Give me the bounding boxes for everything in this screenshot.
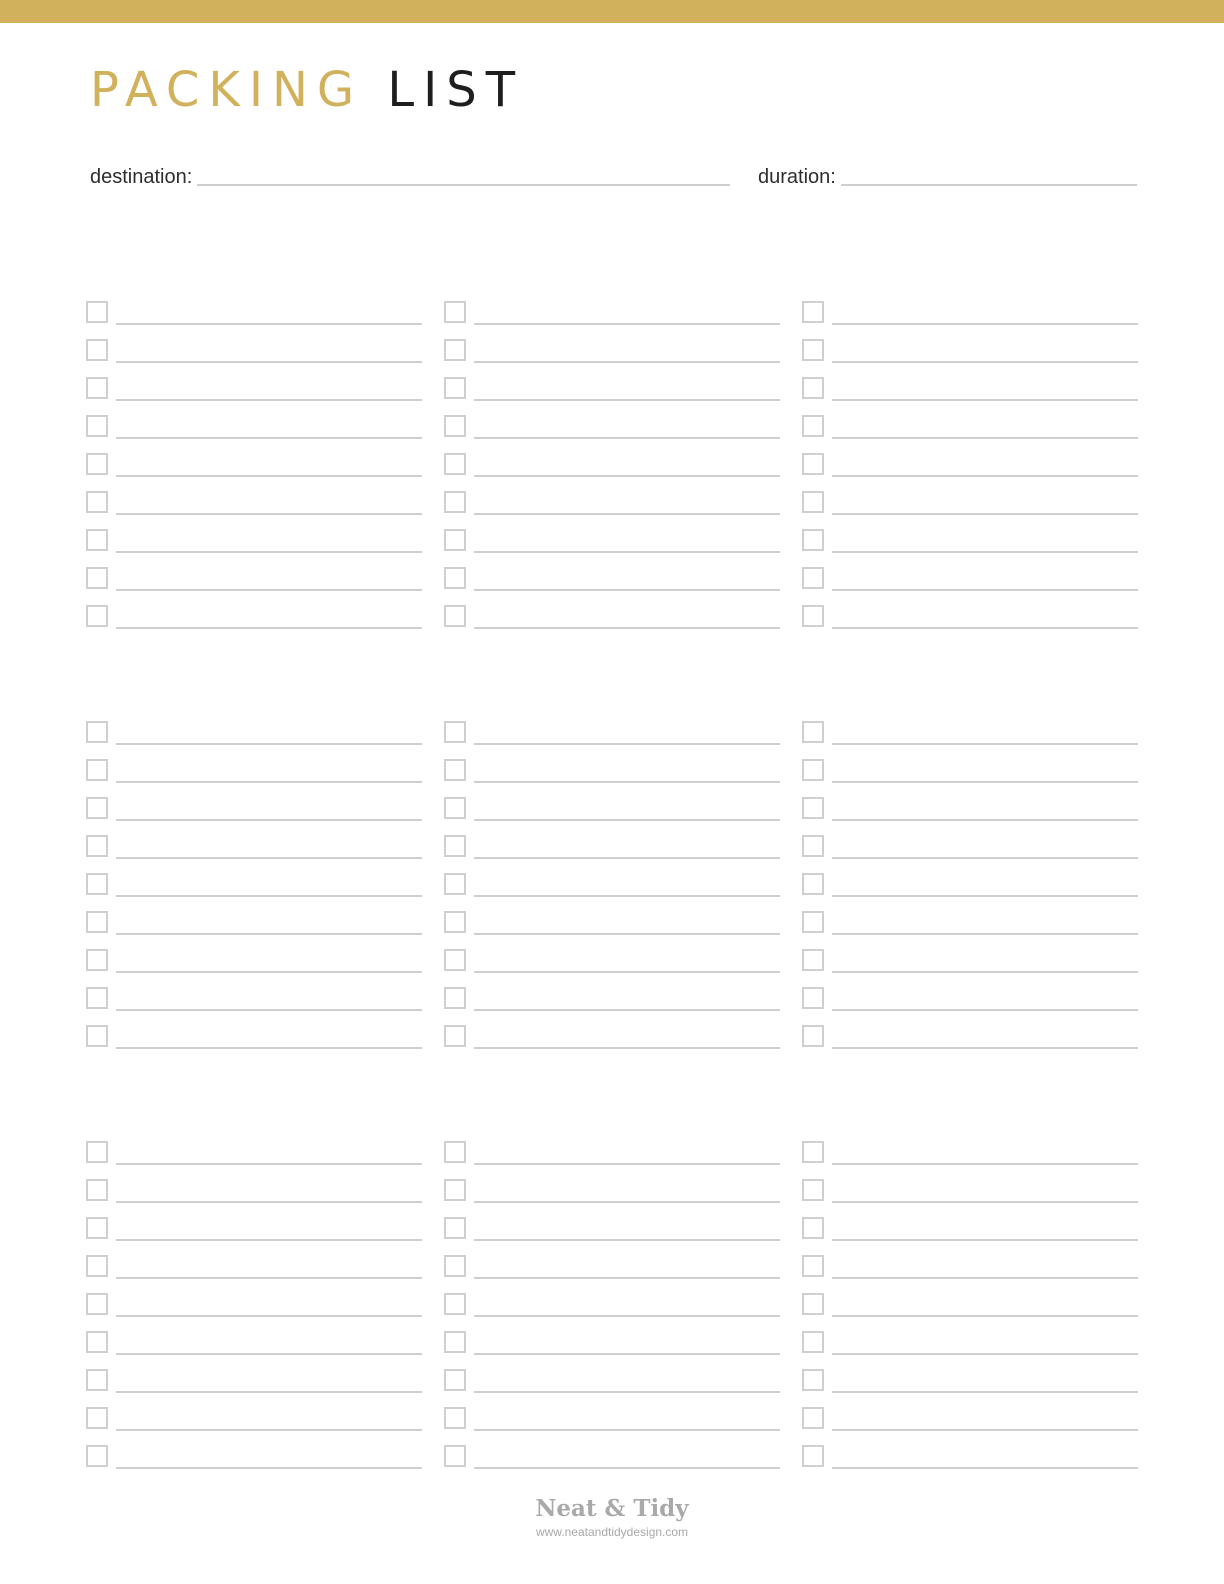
item-write-line[interactable] [474,589,780,591]
item-write-line[interactable] [832,1047,1138,1049]
checklist-item [86,860,422,898]
checklist-item [802,1242,1138,1280]
checklist-item [444,718,780,746]
item-write-line[interactable] [832,1239,1138,1241]
checklist-item [444,1242,780,1280]
checklist-item [802,974,1138,1012]
checklist-item [444,364,780,402]
checklist-item [86,898,422,936]
checkbox[interactable] [86,1369,108,1391]
item-write-line[interactable] [474,399,780,401]
checklist-item [444,784,780,822]
website-url: www.neatandtidydesign.com [535,1525,689,1539]
checkbox[interactable] [444,911,466,933]
checkbox[interactable] [444,1255,466,1277]
checklist-item [86,974,422,1012]
checkbox[interactable] [86,1331,108,1353]
checklist-column [86,718,422,1050]
destination-line[interactable] [197,184,730,186]
checkbox[interactable] [802,567,824,589]
item-write-line[interactable] [474,1429,780,1431]
checkbox[interactable] [802,605,824,627]
item-write-line[interactable] [116,1239,422,1241]
checklist-item [802,1394,1138,1432]
checkbox[interactable] [444,835,466,857]
item-write-line[interactable] [832,361,1138,363]
checkbox[interactable] [802,721,824,743]
checkbox[interactable] [86,377,108,399]
checklist-item [86,402,422,440]
checkbox[interactable] [802,415,824,437]
item-write-line[interactable] [116,589,422,591]
item-write-line[interactable] [116,513,422,515]
item-write-line[interactable] [832,781,1138,783]
item-write-line[interactable] [116,1315,422,1317]
item-write-line[interactable] [474,895,780,897]
item-write-line[interactable] [474,781,780,783]
checkbox[interactable] [86,911,108,933]
checklist-item [802,718,1138,746]
checkbox[interactable] [86,529,108,551]
checkbox[interactable] [802,1217,824,1239]
checkbox[interactable] [802,301,824,323]
checkbox[interactable] [444,1445,466,1467]
item-write-line[interactable] [832,589,1138,591]
checklist-item [444,1432,780,1470]
checkbox[interactable] [444,1331,466,1353]
checklist-item [86,440,422,478]
checkbox[interactable] [86,1217,108,1239]
checkbox[interactable] [86,415,108,437]
checklist-item [444,326,780,364]
checklist-item [444,478,780,516]
title-list: LIST [387,62,525,118]
checklist-item [802,592,1138,630]
checkbox[interactable] [802,1445,824,1467]
checkbox[interactable] [86,605,108,627]
checklist-item [444,1204,780,1242]
checkbox[interactable] [86,1141,108,1163]
checklist-item [86,1012,422,1050]
item-write-line[interactable] [474,361,780,363]
item-write-line[interactable] [116,1009,422,1011]
checklist-item [802,1138,1138,1166]
item-write-line[interactable] [832,513,1138,515]
checklist-item [86,1318,422,1356]
checkbox[interactable] [444,1293,466,1315]
item-write-line[interactable] [832,971,1138,973]
checklist-item [444,1356,780,1394]
checklist-column [444,718,780,1050]
checkbox[interactable] [444,301,466,323]
checklist-column [802,1138,1138,1470]
page-title [90,62,524,118]
item-write-line[interactable] [832,1391,1138,1393]
checklist-block [86,718,1138,1050]
item-write-line[interactable] [116,475,422,477]
checkbox[interactable] [802,1255,824,1277]
item-write-line[interactable] [474,1353,780,1355]
item-write-line[interactable] [832,819,1138,821]
checklist-item [802,1356,1138,1394]
checkbox[interactable] [444,721,466,743]
item-write-line[interactable] [116,1429,422,1431]
checkbox[interactable] [444,529,466,551]
checkbox[interactable] [802,1179,824,1201]
checkbox[interactable] [444,949,466,971]
checklist-item [802,822,1138,860]
checklist-item [802,440,1138,478]
checklist-item [802,784,1138,822]
checkbox[interactable] [86,759,108,781]
checklist-item [802,298,1138,326]
item-write-line[interactable] [116,781,422,783]
item-write-line[interactable] [832,895,1138,897]
item-write-line[interactable] [832,1163,1138,1165]
checklist-item [444,592,780,630]
checkbox[interactable] [802,873,824,895]
checklist-item [444,974,780,1012]
checkbox[interactable] [86,835,108,857]
item-write-line[interactable] [116,1277,422,1279]
checkbox[interactable] [802,1025,824,1047]
checklist-item [444,822,780,860]
item-write-line[interactable] [474,475,780,477]
checklist-block [86,1138,1138,1470]
duration-line[interactable] [841,184,1137,186]
checkbox[interactable] [802,339,824,361]
checklist-item [86,1356,422,1394]
checklist-item [86,478,422,516]
checkbox[interactable] [86,491,108,513]
checklist-item [802,1432,1138,1470]
checkbox[interactable] [802,759,824,781]
item-write-line[interactable] [832,1201,1138,1203]
item-write-line[interactable] [116,857,422,859]
checklist-item [86,1280,422,1318]
checklist-item [86,718,422,746]
checkbox[interactable] [86,949,108,971]
item-write-line[interactable] [474,437,780,439]
item-write-line[interactable] [116,361,422,363]
item-write-line[interactable] [116,399,422,401]
checkbox[interactable] [802,1331,824,1353]
checklist-item [802,516,1138,554]
item-write-line[interactable] [474,1009,780,1011]
title-packing: PACKING [90,62,364,118]
checklist-item [802,1012,1138,1050]
item-write-line[interactable] [474,971,780,973]
checkbox[interactable] [802,1293,824,1315]
item-write-line[interactable] [116,933,422,935]
item-write-line[interactable] [832,437,1138,439]
item-write-line[interactable] [116,1163,422,1165]
checklist-item [802,936,1138,974]
item-write-line[interactable] [116,743,422,745]
top-accent-bar [0,0,1224,23]
checklist-item [802,554,1138,592]
checkbox[interactable] [444,605,466,627]
checklist-item [802,1204,1138,1242]
item-write-line[interactable] [116,551,422,553]
item-write-line[interactable] [116,819,422,821]
checklist-item [444,1012,780,1050]
checklist-item [444,402,780,440]
checklist-item [86,516,422,554]
checklist-item [802,364,1138,402]
item-write-line[interactable] [832,1467,1138,1469]
item-write-line[interactable] [116,1353,422,1355]
checklist-item [86,1432,422,1470]
destination-field[interactable] [90,163,730,189]
item-write-line[interactable] [832,475,1138,477]
checkbox[interactable] [86,1407,108,1429]
checklist-column [802,718,1138,1050]
item-write-line[interactable] [474,1239,780,1241]
checklist-item [444,1394,780,1432]
destination-label: destination: [90,166,193,188]
checkbox[interactable] [86,873,108,895]
checklist-item [802,746,1138,784]
checkbox[interactable] [444,415,466,437]
checklist-item [802,1166,1138,1204]
item-write-line[interactable] [474,1391,780,1393]
checkbox[interactable] [444,1217,466,1239]
checklist-item [444,554,780,592]
duration-field[interactable] [758,163,1137,189]
item-write-line[interactable] [116,1201,422,1203]
checklist-item [86,822,422,860]
item-write-line[interactable] [474,551,780,553]
checkbox[interactable] [802,1369,824,1391]
checkbox[interactable] [802,1141,824,1163]
item-write-line[interactable] [116,1467,422,1469]
item-write-line[interactable] [116,971,422,973]
checkbox[interactable] [444,491,466,513]
item-write-line[interactable] [832,1009,1138,1011]
item-write-line[interactable] [832,1429,1138,1431]
checkbox[interactable] [86,721,108,743]
checklist-item [86,326,422,364]
item-write-line[interactable] [474,857,780,859]
checklist-item [86,936,422,974]
checklist-item [802,326,1138,364]
checklist-item [802,860,1138,898]
checkbox[interactable] [444,567,466,589]
checkbox[interactable] [86,567,108,589]
checkbox[interactable] [86,1293,108,1315]
checkbox[interactable] [802,911,824,933]
checklist-column [444,298,780,630]
checkbox[interactable] [802,835,824,857]
checklist-item [802,402,1138,440]
item-write-line[interactable] [474,627,780,629]
brand-logo: Neat & Tidy [535,1495,689,1522]
checkbox[interactable] [444,1141,466,1163]
checkbox[interactable] [444,453,466,475]
checklist-item [802,1280,1138,1318]
checkbox[interactable] [444,1025,466,1047]
checklist-column [444,1138,780,1470]
checkbox[interactable] [444,873,466,895]
item-write-line[interactable] [832,551,1138,553]
checkbox[interactable] [444,1369,466,1391]
item-write-line[interactable] [832,399,1138,401]
checklist-item [444,1280,780,1318]
checklist-item [86,1394,422,1432]
checklist-item [444,440,780,478]
checklist-item [86,784,422,822]
checklist-item [86,746,422,784]
item-write-line[interactable] [832,627,1138,629]
checklist-item [86,298,422,326]
item-write-line[interactable] [116,627,422,629]
checkbox[interactable] [86,339,108,361]
item-write-line[interactable] [116,895,422,897]
checkbox[interactable] [444,1407,466,1429]
checklist-item [444,936,780,974]
item-write-line[interactable] [832,323,1138,325]
item-write-line[interactable] [832,743,1138,745]
checklist-grid [86,298,1138,1470]
checklist-item [86,592,422,630]
checkbox[interactable] [802,1407,824,1429]
item-write-line[interactable] [474,1201,780,1203]
footer [0,1494,1224,1540]
checklist-item [86,1204,422,1242]
checklist-item [444,1166,780,1204]
checkbox[interactable] [444,1179,466,1201]
checkbox[interactable] [86,1255,108,1277]
checkbox[interactable] [444,759,466,781]
checklist-block [86,298,1138,630]
checklist-item [86,364,422,402]
item-write-line[interactable] [474,513,780,515]
item-write-line[interactable] [832,1353,1138,1355]
checkbox[interactable] [802,949,824,971]
item-write-line[interactable] [474,743,780,745]
checklist-column [86,298,422,630]
duration-label: duration: [758,166,836,188]
checkbox[interactable] [444,377,466,399]
checkbox[interactable] [444,797,466,819]
checklist-item [444,1138,780,1166]
checklist-item [802,1318,1138,1356]
checkbox[interactable] [802,987,824,1009]
checkbox[interactable] [802,529,824,551]
checkbox[interactable] [802,377,824,399]
checklist-item [802,478,1138,516]
checkbox[interactable] [444,339,466,361]
item-write-line[interactable] [474,819,780,821]
item-write-line[interactable] [474,1467,780,1469]
checkbox[interactable] [86,1025,108,1047]
item-write-line[interactable] [832,933,1138,935]
item-write-line[interactable] [116,437,422,439]
item-write-line[interactable] [116,1047,422,1049]
checklist-item [444,298,780,326]
item-write-line[interactable] [116,323,422,325]
checkbox[interactable] [86,797,108,819]
checklist-item [86,1138,422,1166]
item-write-line[interactable] [474,933,780,935]
checkbox[interactable] [86,1179,108,1201]
checklist-column [86,1138,422,1470]
checklist-item [444,898,780,936]
checklist-item [802,898,1138,936]
checklist-item [444,516,780,554]
checklist-item [444,860,780,898]
checkbox[interactable] [802,797,824,819]
checkbox[interactable] [86,987,108,1009]
checklist-item [444,746,780,784]
item-write-line[interactable] [474,1047,780,1049]
checklist-item [86,554,422,592]
checkbox[interactable] [86,1445,108,1467]
item-write-line[interactable] [474,323,780,325]
item-write-line[interactable] [474,1163,780,1165]
checkbox[interactable] [802,491,824,513]
item-write-line[interactable] [832,857,1138,859]
item-write-line[interactable] [116,1391,422,1393]
checklist-item [86,1166,422,1204]
checkbox[interactable] [802,453,824,475]
checkbox[interactable] [444,987,466,1009]
checklist-column [802,298,1138,630]
item-write-line[interactable] [832,1277,1138,1279]
checklist-item [86,1242,422,1280]
item-write-line[interactable] [474,1315,780,1317]
checkbox[interactable] [86,453,108,475]
checkbox[interactable] [86,301,108,323]
item-write-line[interactable] [832,1315,1138,1317]
item-write-line[interactable] [474,1277,780,1279]
checklist-item [444,1318,780,1356]
